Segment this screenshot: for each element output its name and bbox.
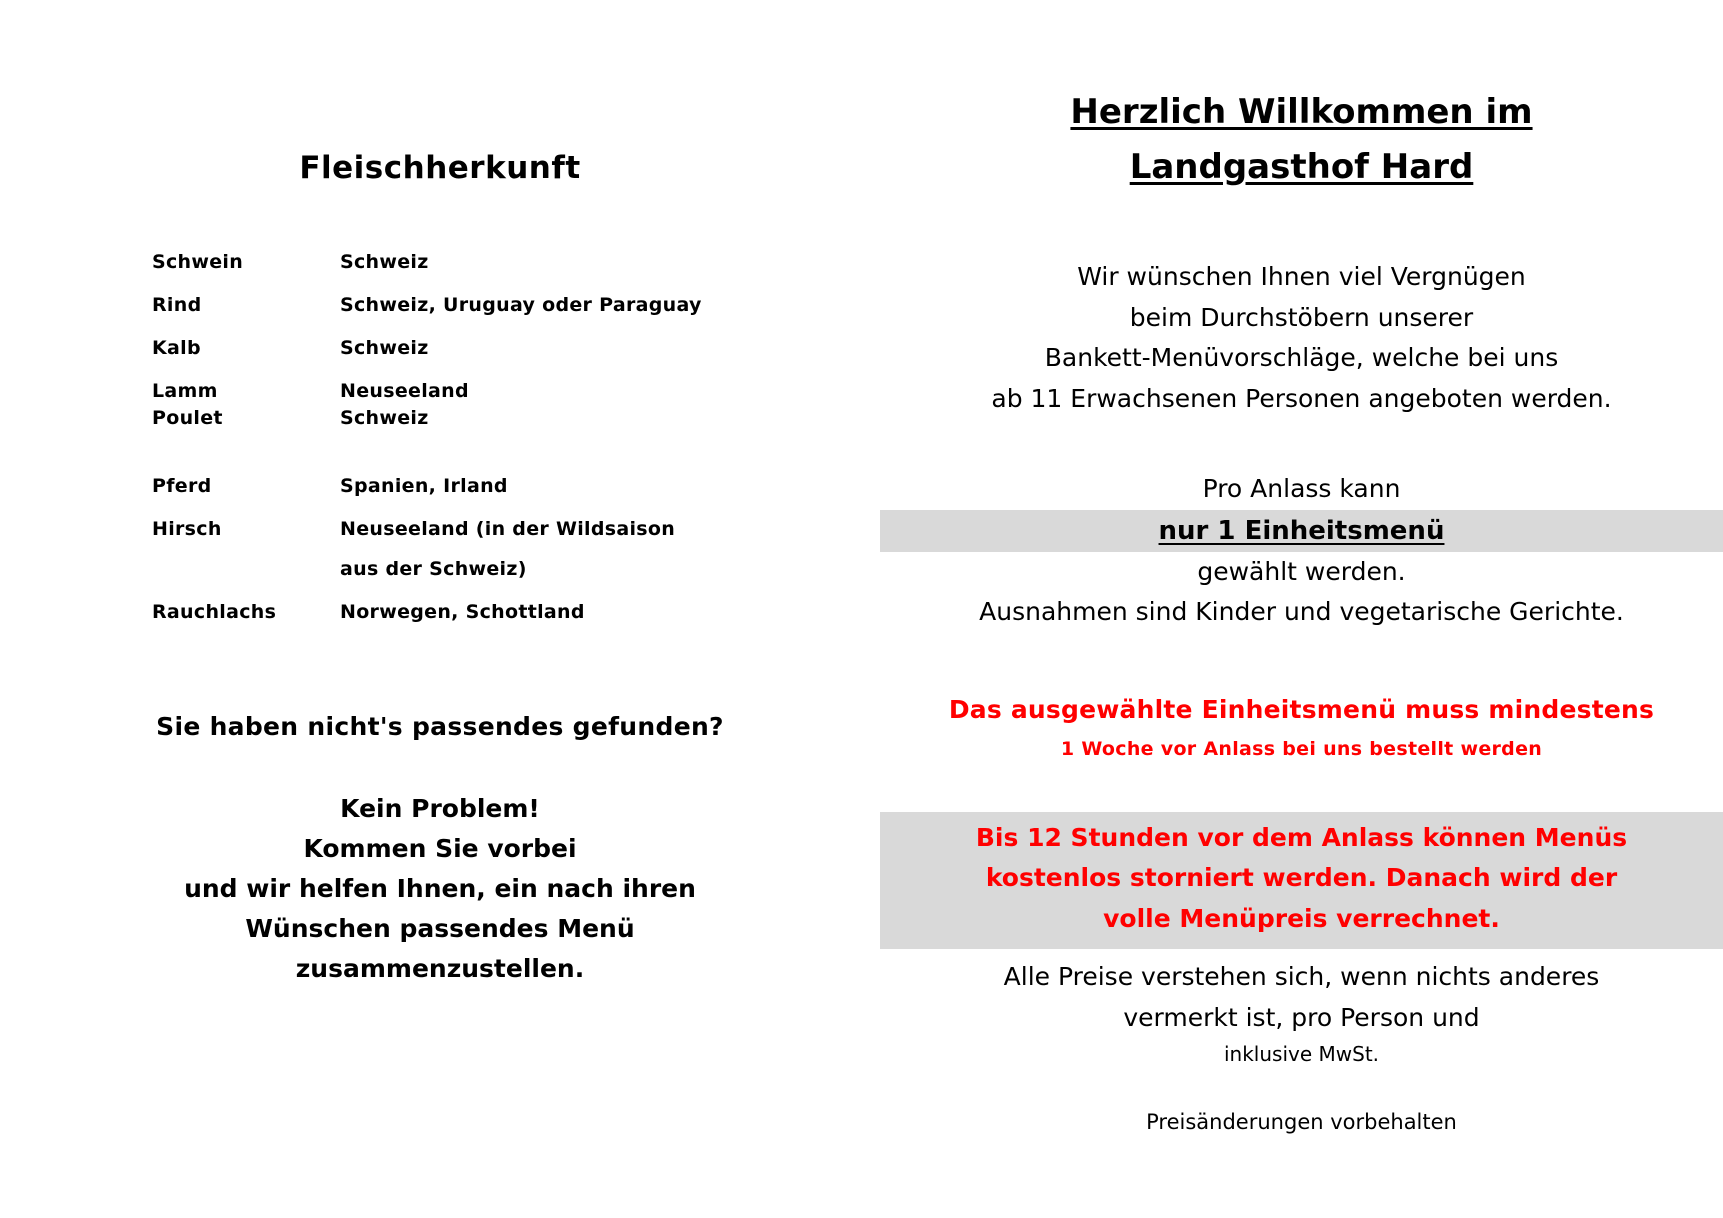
welcome-title bbox=[880, 85, 1723, 195]
pro-anlass-line: gewählt werden. bbox=[1197, 556, 1406, 586]
intro-line: Wir wünschen Ihnen viel Vergnügen bbox=[1077, 262, 1526, 292]
cell-origin: Neuseeland bbox=[340, 380, 469, 402]
cancellation-policy-box bbox=[880, 812, 1723, 950]
cell-origin: Spanien, Irland bbox=[340, 475, 508, 497]
solution-line: und wir helfen Ihnen, ein nach ihren bbox=[184, 874, 696, 903]
solution-block bbox=[0, 789, 880, 989]
cell-animal: Rind bbox=[152, 294, 202, 316]
price-info bbox=[880, 957, 1723, 1070]
table-row-continuation bbox=[152, 545, 702, 601]
cell-animal: Schwein bbox=[152, 251, 244, 273]
intro-line: ab 11 Erwachsenen Personen angeboten werden. bbox=[991, 383, 1612, 413]
cell-origin: Schweiz, Uruguay oder Paraguay bbox=[340, 294, 702, 316]
table-row bbox=[152, 601, 702, 644]
cell-origin: Schweiz bbox=[340, 251, 429, 273]
table-row bbox=[152, 450, 702, 518]
cell-animal: Poulet bbox=[152, 407, 223, 429]
cancellation-line: Bis 12 Stunden vor dem Anlass können Menüs bbox=[975, 822, 1628, 852]
single-menu-highlight-text: nur 1 Einheitsmenü bbox=[1158, 515, 1445, 546]
cancellation-line: volle Menüpreis verrechnet. bbox=[1103, 903, 1500, 933]
order-deadline-subnotice: 1 Woche vor Anlass bei uns bestellt werden bbox=[1060, 737, 1543, 760]
cell-origin: aus der Schweiz) bbox=[340, 558, 527, 580]
intro-line: beim Durchstöbern unserer bbox=[1129, 302, 1474, 332]
not-found-question: Sie haben nicht's passendes gefunden? bbox=[156, 712, 724, 741]
cell-origin: Neuseeland (in der Wildsaison bbox=[340, 518, 676, 540]
cell-animal: Lamm bbox=[152, 380, 218, 402]
intro-paragraph bbox=[880, 257, 1723, 419]
cell-animal: Kalb bbox=[152, 337, 201, 359]
cell-animal: Pferd bbox=[152, 475, 212, 497]
cell-animal bbox=[152, 545, 340, 601]
single-menu-highlight-bar bbox=[880, 510, 1723, 552]
table-row bbox=[152, 380, 702, 407]
pro-anlass-exception: Ausnahmen sind Kinder und vegetarische Gerichte. bbox=[979, 597, 1624, 627]
cancellation-line: kostenlos storniert werden. Danach wird der bbox=[985, 863, 1618, 893]
price-vat-note: inklusive MwSt. bbox=[1223, 1042, 1380, 1067]
cell-origin: Norwegen, Schottland bbox=[340, 601, 585, 623]
solution-line: Kein Problem! bbox=[340, 794, 540, 823]
cell-animal: Rauchlachs bbox=[152, 601, 277, 623]
meat-origin-table bbox=[152, 251, 702, 644]
cell-origin: Schweiz bbox=[340, 407, 429, 429]
right-column bbox=[880, 0, 1723, 1218]
price-line: vermerkt ist, pro Person und bbox=[1123, 1002, 1480, 1032]
welcome-title-line1: Herzlich Willkommen im bbox=[1070, 92, 1533, 132]
price-line: Alle Preise verstehen sich, wenn nichts anderes bbox=[1003, 962, 1600, 992]
pro-anlass-line: Pro Anlass kann bbox=[1202, 474, 1401, 504]
single-menu-rule bbox=[880, 469, 1723, 633]
solution-line: Kommen Sie vorbei bbox=[303, 834, 577, 863]
price-change-disclaimer: Preisänderungen vorbehalten bbox=[1146, 1110, 1457, 1135]
table-row bbox=[152, 337, 702, 380]
intro-line: Bankett-Menüvorschläge, welche bei uns bbox=[1044, 343, 1559, 373]
order-deadline-notice: Das ausgewählte Einheitsmenü muss mindestens bbox=[948, 694, 1655, 724]
table-row bbox=[152, 518, 702, 545]
table-row bbox=[152, 251, 702, 294]
table-row bbox=[152, 294, 702, 337]
solution-line: Wünschen passendes Menü bbox=[245, 914, 635, 943]
solution-line: zusammenzustellen. bbox=[295, 954, 585, 983]
table-row bbox=[152, 407, 702, 450]
cell-origin: Schweiz bbox=[340, 337, 429, 359]
welcome-title-line2: Landgasthof Hard bbox=[1129, 147, 1474, 188]
cell-animal: Hirsch bbox=[152, 518, 222, 540]
page-title-fleischherkunft: Fleischherkunft bbox=[299, 150, 581, 186]
